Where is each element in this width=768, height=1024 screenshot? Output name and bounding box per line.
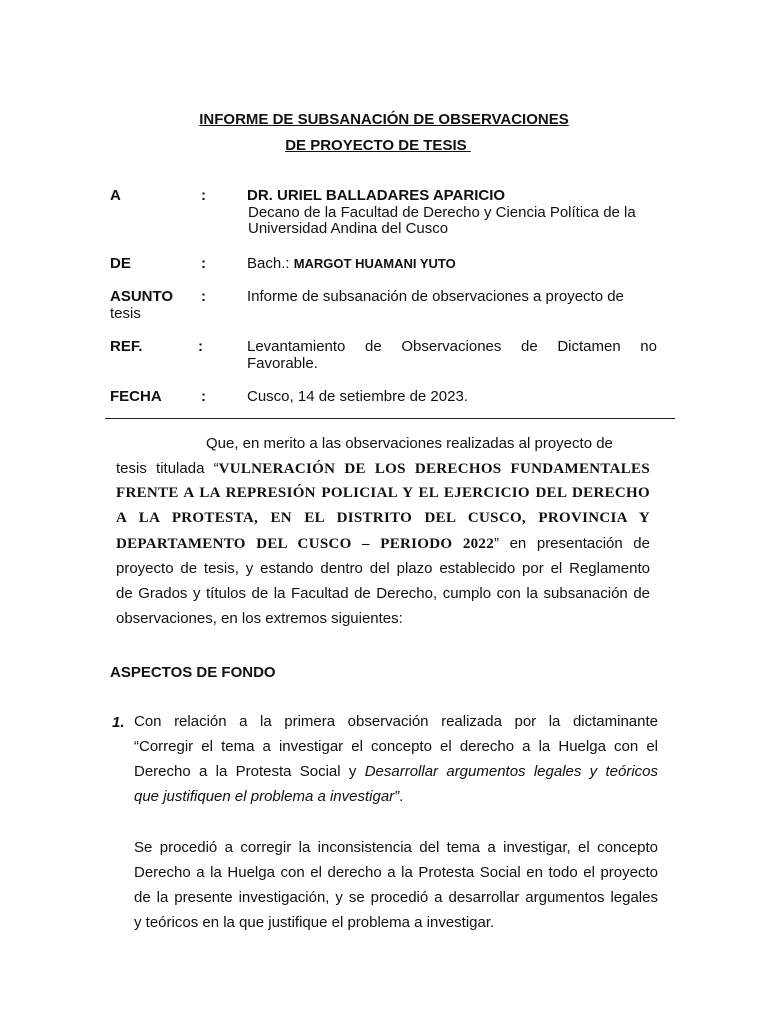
field-colon-ref: : [198, 338, 203, 355]
response-line: de la presente investigación, y se procedió a desarrollar argumentos legales [134, 889, 658, 906]
sender-name: MARGOT HUAMANI YUTO [293, 256, 456, 271]
field-colon-asunto: : [201, 288, 206, 305]
field-colon-de: : [201, 255, 206, 272]
item1-paragraph [134, 709, 658, 809]
response-line: Derecho a la Huelga con el derecho a la Protesta Social en todo el proyecto [134, 864, 658, 881]
item-number: 1. [112, 714, 125, 731]
document-title-line2 [0, 137, 762, 154]
item1-line [134, 784, 658, 809]
item1-italic: Desarrollar argumentos legales y teóricos [364, 763, 658, 780]
item1-text: . [399, 788, 404, 805]
document-title-line1: INFORME DE SUBSANACIÓN DE OBSERVACIONES [199, 111, 569, 128]
reference-line2: Favorable. [247, 355, 318, 372]
recipient-name: DR. URIEL BALLADARES APARICIO [247, 187, 506, 204]
field-label-ref: REF. [110, 338, 143, 355]
thesis-title: DEPARTAMENTO DEL CUSCO – PERIODO 2022 [116, 536, 495, 552]
subject-line1: Informe de subsanación de observaciones a proyecto de [247, 288, 624, 305]
field-label-asunto: ASUNTO [110, 288, 174, 305]
thesis-title: A LA PROTESTA, EN EL DISTRITO DEL CUSCO, PROVINCIA Y [116, 510, 650, 526]
field-colon-fecha: : [201, 388, 206, 405]
recipient-role-line1: Decano de la Facultad de Derecho y Ciencia Política de la [248, 204, 636, 221]
intro-text: ” en presentación de [494, 535, 650, 552]
field-label-a: A [110, 187, 121, 204]
intro-line: de Grados y títulos de la Facultad de Derecho, cumplo con la subsanación de [116, 585, 650, 602]
field-label-de: DE [110, 255, 131, 272]
intro-line: Que, en merito a las observaciones realizadas al proyecto de [206, 435, 613, 452]
field-colon-a: : [201, 187, 206, 204]
thesis-title: VULNERACIÓN DE LOS DERECHOS FUNDAMENTALES [218, 461, 650, 477]
item1-response-paragraph [134, 835, 658, 935]
subject-line2: tesis [110, 305, 141, 322]
thesis-title: FRENTE A LA REPRESIÓN POLICIAL Y EL EJERCICIO DEL DERECHO [116, 485, 650, 501]
reference-line1: Levantamiento de Observaciones de Dictamen no [247, 338, 657, 355]
intro-text: tesis titulada “ [116, 460, 219, 477]
sender [247, 255, 456, 272]
response-line: Se procedió a corregir la inconsistencia del tema a investigar, el concepto [134, 839, 658, 856]
item1-line: “Corregir el tema a investigar el concepto el derecho a la Huelga con el [134, 738, 658, 755]
item1-italic: que justifiquen el problema a investigar” [134, 788, 400, 805]
document-title-line2-text: DE PROYECTO DE TESIS [285, 137, 467, 154]
response-line: y teóricos en la que justifique el problema a investigar. [134, 914, 495, 931]
recipient-role-line2: Universidad Andina del Cusco [248, 220, 449, 237]
section-heading: ASPECTOS DE FONDO [110, 664, 276, 681]
intro-line: observaciones, en los extremos siguientes: [116, 610, 403, 627]
item1-text: Derecho a la Protesta Social y [134, 763, 365, 780]
date-value: Cusco, 14 de setiembre de 2023. [247, 388, 468, 405]
intro-line: proyecto de tesis, y estando dentro del plazo establecido por el Reglamento [116, 560, 650, 577]
item1-line [134, 759, 658, 784]
intro-line [116, 456, 650, 481]
field-label-fecha: FECHA [110, 388, 162, 405]
header-divider [105, 418, 675, 419]
sender-prefix: Bach.: [247, 255, 290, 272]
item1-line: Con relación a la primera observación realizada por la dictaminante [134, 713, 658, 730]
intro-line [116, 531, 650, 556]
intro-paragraph [116, 431, 650, 631]
